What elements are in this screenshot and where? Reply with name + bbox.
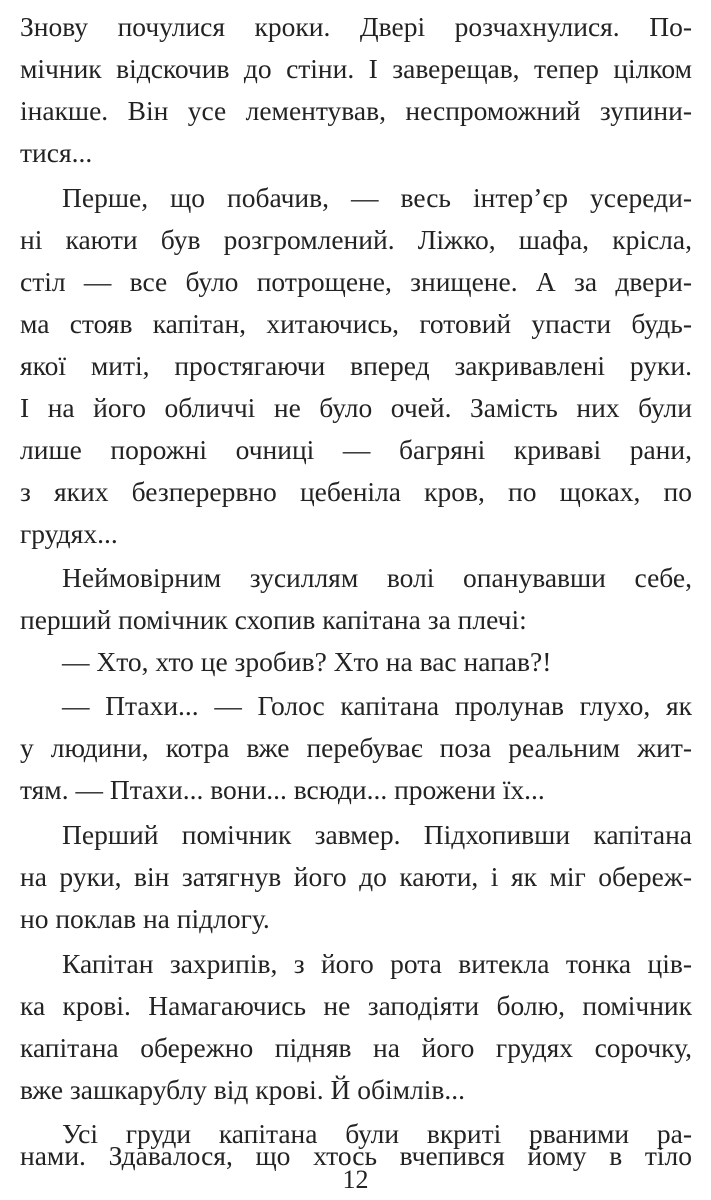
text-line: Капітан захрипів, з його рота витекла тонка ців-: [62, 948, 692, 979]
text-line: перший помічник схопив капітана за плечі:: [20, 604, 527, 635]
text-line: нами. Здавалося, що хтось вчепився йому в тіло: [20, 1140, 692, 1171]
page-number: 12: [342, 1165, 369, 1194]
text-line: Перше, що побачив, — весь інтер’єр усереди-: [62, 182, 692, 213]
text-line: у людини, котра вже перебуває поза реальним жит-: [20, 732, 692, 763]
text-line: Перший помічник завмер. Підхопивши капітана: [62, 819, 692, 850]
text-line: лише порожні очниці — багряні криваві рани,: [20, 434, 692, 465]
text-line: з яких безперервно цебеніла кров, по щоках, по: [20, 476, 692, 507]
dialogue-line: — Птахи... — Голос капітана пролунав глухо, як: [62, 690, 692, 721]
text-line: Знову почулися кроки. Двері розчахнулися. По-: [20, 11, 692, 42]
text-line: грудях...: [20, 518, 118, 549]
text-line: якої миті, простягаючи вперед закривавлені руки.: [20, 350, 692, 381]
text-line: Усі груди капітана були вкриті рваними ра-: [62, 1118, 692, 1149]
text-line: тися...: [20, 137, 93, 168]
text-line: І на його обличчі не було очей. Замість них були: [20, 392, 692, 423]
text-line: мічник відскочив до стіни. І заверещав, тепер цілком: [20, 53, 692, 84]
text-line: вже зашкарублу від крові. Й обімлів...: [20, 1074, 465, 1105]
text-line: інакше. Він усе лементував, неспроможний зупини-: [20, 95, 692, 126]
text-line: тям. — Птахи... вони... всюди... прожени їх...: [20, 774, 545, 805]
text-line: ка крові. Намагаючись не заподіяти болю, помічник: [20, 990, 692, 1021]
dialogue-line: — Хто, хто це зробив? Хто на вас напав?!: [62, 646, 552, 677]
text-line: на руки, він затягнув його до каюти, і як міг обереж-: [20, 861, 692, 892]
text-line: стіл — все було потрощене, знищене. А за двери-: [20, 266, 692, 297]
text-line: капітана обережно підняв на його грудях сорочку,: [20, 1032, 692, 1063]
text-line: но поклав на підлогу.: [20, 903, 270, 934]
text-line: ма стояв капітан, хитаючись, готовий упасти будь-: [20, 308, 692, 339]
text-line: ні каюти був розгромлений. Ліжко, шафа, крісла,: [20, 224, 692, 255]
text-line: Неймовірним зусиллям волі опанувавши себе,: [62, 562, 692, 593]
